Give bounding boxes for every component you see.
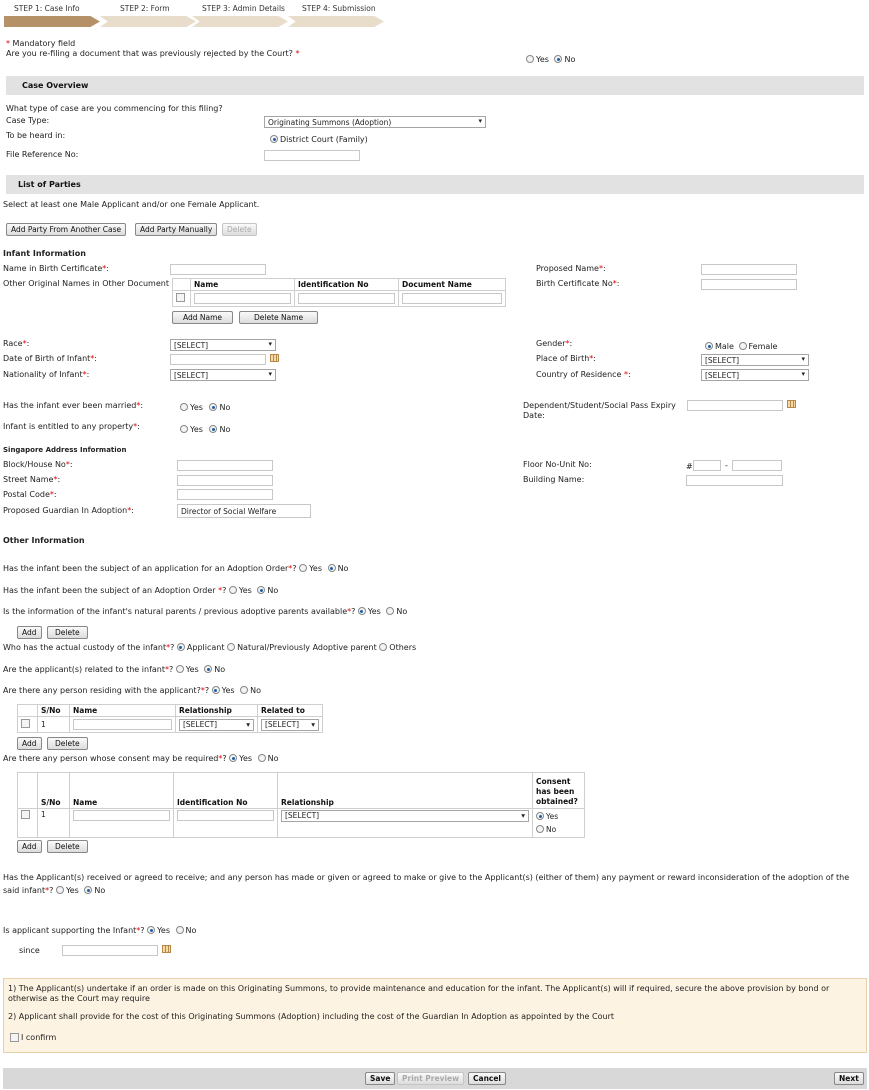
q3-no-radio[interactable]	[386, 607, 394, 615]
step-2	[100, 3, 196, 25]
file-ref-label: File Reference No:	[6, 150, 79, 159]
heard-in-radio-group: District Court (Family)	[270, 135, 368, 144]
list-of-parties-header: List of Parties	[6, 175, 864, 194]
unit-input[interactable]	[732, 460, 782, 471]
refiling-radios: Yes No	[526, 55, 575, 64]
case-type-label: Case Type:	[6, 116, 50, 125]
q6-no-radio[interactable]	[240, 686, 248, 694]
refiling-no-radio[interactable]	[554, 55, 562, 63]
consent-relationship-select[interactable]: [SELECT] ▾	[281, 810, 529, 822]
other-name-input[interactable]	[194, 293, 291, 304]
chevron-down-icon: ▾	[478, 117, 482, 125]
delete-name-button[interactable]: Delete Name	[239, 311, 318, 324]
q6-row: Are there any person residing with the applicant?*? Yes No	[3, 686, 261, 695]
custody-natural-radio[interactable]	[227, 643, 235, 651]
q2-no-radio[interactable]	[257, 586, 265, 594]
guardian-label: Proposed Guardian In Adoption*:	[3, 506, 134, 515]
floor-input[interactable]	[693, 460, 721, 471]
calendar-icon[interactable]	[162, 945, 171, 953]
save-button[interactable]: Save	[365, 1072, 395, 1085]
case-type-question: What type of case are you commencing for this filing?	[6, 104, 223, 113]
q8-line-2: said infant*? Yes No	[3, 886, 106, 895]
q2-yes-radio[interactable]	[229, 586, 237, 594]
step-4-label: STEP 4: Submission	[302, 4, 376, 13]
notice-p2: 2) Applicant shall provide for the cost of this Originating Summons (Adoption) including the cost of the Guardian In Adoption as appointed by the Court	[8, 1012, 614, 1021]
q6-yes-radio[interactable]	[212, 686, 220, 694]
col-doc: Document Name	[399, 279, 506, 291]
married-label: Has the infant ever been married*:	[3, 401, 144, 410]
guardian-input[interactable]: Director of Social Welfare	[177, 504, 311, 518]
consent-no-radio[interactable]	[536, 825, 544, 833]
chevron-down-icon: ▾	[268, 340, 272, 348]
consent-name-input[interactable]	[73, 810, 170, 821]
since-label: since	[19, 946, 40, 955]
birth-cert-no-label: Birth Certificate No*:	[536, 279, 620, 288]
place-of-birth-label: Place of Birth*:	[536, 354, 596, 363]
q5-row: Are the applicant(s) related to the infant*? Yes No	[3, 665, 226, 674]
other-names-table	[172, 278, 506, 307]
delete-party-button[interactable]: Delete	[222, 223, 257, 236]
nationality-select[interactable]: [SELECT] ▾	[170, 369, 276, 381]
confirm-label: I confirm	[21, 1033, 57, 1042]
notice-p1-line2: otherwise as the Court may require	[8, 994, 150, 1003]
table-row: 1 [SELECT] ▾ Yes No	[18, 809, 585, 838]
chevron-down-icon: ▾	[311, 719, 315, 729]
step-3	[192, 3, 288, 25]
q1-no-radio[interactable]	[328, 564, 336, 572]
heard-in-label: To be heard in:	[6, 131, 66, 140]
q9-row: Is applicant supporting the Infant*? Yes No	[3, 926, 197, 935]
step-2-label: STEP 2: Form	[120, 4, 170, 13]
consent-id-input[interactable]	[177, 810, 274, 821]
resident-name-input[interactable]	[73, 719, 172, 730]
q8-line-1: Has the Applicant(s) received or agreed to receive; and any person has made or given or agreed to make or give to the Applicant(s) (either of them) any payment or reward inconsideration of the adoption of the	[3, 873, 850, 882]
other-names-label: Other Original Names in Other Document	[3, 279, 169, 288]
property-label: Infant is entitled to any property*:	[3, 422, 140, 431]
q7-row: Are there any person whose consent may be required*? Yes No	[3, 754, 279, 763]
file-ref-input[interactable]	[264, 150, 360, 161]
print-preview-button[interactable]: Print Preview	[397, 1072, 464, 1085]
row-checkbox[interactable]	[21, 719, 30, 728]
footer-bar	[3, 1068, 867, 1089]
q5-no-radio[interactable]	[204, 665, 212, 673]
q5-yes-radio[interactable]	[176, 665, 184, 673]
birth-cert-no-input[interactable]	[701, 279, 797, 290]
q3-row: Is the information of the infant's natural parents / previous adoptive parents available*? Yes No	[3, 607, 408, 616]
proposed-name-label: Proposed Name*:	[536, 264, 606, 273]
chevron-down-icon: ▾	[246, 719, 250, 729]
table-row	[173, 291, 506, 307]
other-info-title: Other Information	[3, 536, 85, 545]
refiling-question: Are you re-filing a document that was previously rejected by the Court? *	[6, 49, 300, 58]
residing-persons-table: S/No Name Relationship Related to 1 [SELECT] ▾ [SELECT] ▾	[17, 704, 323, 733]
married-yes-radio[interactable]	[180, 403, 188, 411]
q8-no-radio[interactable]	[84, 886, 92, 894]
case-overview-header: Case Overview	[6, 76, 864, 95]
chevron-down-icon: ▾	[521, 811, 525, 820]
race-select[interactable]: [SELECT] ▾	[170, 339, 276, 351]
mandatory-note: * Mandatory field	[6, 39, 76, 48]
gender-label: Gender*:	[536, 339, 573, 348]
step-4	[288, 3, 384, 25]
col-id: Identification No	[295, 279, 399, 291]
other-id-input[interactable]	[298, 293, 395, 304]
chevron-down-icon: ▾	[268, 370, 272, 378]
case-type-select[interactable]: Originating Summons (Adoption) ▾	[264, 116, 486, 128]
row-checkbox[interactable]	[176, 293, 185, 302]
block-label: Block/House No*:	[3, 460, 73, 469]
q9-no-radio[interactable]	[176, 926, 184, 934]
custody-applicant-radio[interactable]	[177, 643, 185, 651]
street-input[interactable]	[177, 475, 273, 486]
nationality-label: Nationality of Infant*:	[3, 370, 90, 379]
calendar-icon[interactable]	[270, 354, 279, 362]
since-input[interactable]	[62, 945, 158, 956]
add-resident-button[interactable]: Add	[17, 737, 42, 750]
q4-row: Who has the actual custody of the infant*? Applicant Natural/Previously Adoptive parent Others	[3, 643, 417, 652]
add-consent-button[interactable]: Add	[17, 840, 42, 853]
consent-persons-table: S/No Name Identification No Relationship Consent has been obtained? 1 [SELECT] ▾ Yes No	[17, 772, 585, 838]
infant-info-title: Infant Information	[3, 249, 86, 258]
country-res-label: Country of Residence *:	[536, 370, 631, 379]
cancel-button[interactable]: Cancel	[468, 1072, 506, 1085]
pass-expiry-label: Dependent/Student/Social Pass Expiry	[523, 401, 676, 410]
add-parent-button[interactable]: Add	[17, 626, 42, 639]
notice-p1-line1: 1) The Applicant(s) undertake if an order is made on this Originating Summons, to provide maintenance and education for the infant. The Applicant(s) will if required, secure the above provision by bond or	[8, 984, 830, 993]
dash-sign: -	[725, 461, 728, 470]
block-input[interactable]	[177, 460, 273, 471]
custody-others-radio[interactable]	[379, 643, 387, 651]
relationship-select[interactable]: [SELECT] ▾	[179, 719, 254, 731]
country-res-select[interactable]: [SELECT] ▾	[701, 369, 809, 381]
add-party-from-case-button[interactable]: Add Party From Another Case	[6, 223, 126, 236]
married-radios: Yes No	[180, 403, 230, 412]
consent-yes-radio[interactable]	[536, 812, 544, 820]
parties-note: Select at least one Male Applicant and/or one Female Applicant.	[3, 200, 260, 209]
floor-unit-label: Floor No-Unit No:	[523, 460, 592, 469]
q3-yes-radio[interactable]	[358, 607, 366, 615]
table-row: 1 [SELECT] ▾ [SELECT] ▾	[18, 717, 323, 733]
q7-yes-radio[interactable]	[229, 754, 237, 762]
step-1-label: STEP 1: Case Info	[14, 4, 80, 13]
consent-col: Consent has been obtained?	[533, 773, 585, 809]
pass-expiry-label-2: Date:	[523, 411, 545, 420]
undertaking-notice	[3, 978, 867, 1053]
name-birth-cert-label: Name in Birth Certificate*:	[3, 264, 109, 273]
add-party-manually-button[interactable]: Add Party Manually	[135, 223, 217, 236]
chevron-down-icon: ▾	[801, 370, 805, 378]
place-of-birth-select[interactable]: [SELECT] ▾	[701, 354, 809, 366]
property-yes-radio[interactable]	[180, 425, 188, 433]
step-1	[4, 3, 100, 25]
postal-label: Postal Code*:	[3, 490, 57, 499]
street-label: Street Name*:	[3, 475, 61, 484]
postal-input[interactable]	[177, 489, 273, 500]
delete-resident-button[interactable]: Delete	[47, 737, 88, 750]
row-checkbox[interactable]	[21, 810, 30, 819]
property-radios: Yes No	[180, 425, 230, 434]
related-to-select[interactable]: [SELECT] ▾	[261, 719, 319, 731]
district-court-radio[interactable]	[270, 135, 278, 143]
property-no-radio[interactable]	[209, 425, 217, 433]
hash-sign: #	[686, 462, 693, 471]
q9-yes-radio[interactable]	[147, 926, 155, 934]
next-button[interactable]: Next	[834, 1072, 864, 1085]
col-name: Name	[191, 279, 295, 291]
pass-expiry-input[interactable]	[687, 400, 783, 411]
gender-radios: Male Female	[705, 342, 777, 351]
q1-yes-radio[interactable]	[299, 564, 307, 572]
refiling-yes-radio[interactable]	[526, 55, 534, 63]
building-input[interactable]	[686, 475, 783, 486]
name-birth-cert-input[interactable]	[170, 264, 266, 275]
confirm-checkbox[interactable]	[10, 1033, 19, 1042]
chevron-down-icon: ▾	[801, 355, 805, 363]
female-radio[interactable]	[739, 342, 747, 350]
calendar-icon[interactable]	[787, 400, 796, 408]
male-radio[interactable]	[705, 342, 713, 350]
q8-yes-radio[interactable]	[56, 886, 64, 894]
dob-label: Date of Birth of Infant*:	[3, 354, 97, 363]
delete-consent-button[interactable]: Delete	[47, 840, 88, 853]
q1-row: Has the infant been the subject of an application for an Adoption Order*? Yes No	[3, 564, 349, 573]
step-3-label: STEP 3: Admin Details	[202, 4, 285, 13]
dob-input[interactable]	[170, 354, 266, 365]
proposed-name-input[interactable]	[701, 264, 797, 275]
delete-parent-button[interactable]: Delete	[47, 626, 88, 639]
married-no-radio[interactable]	[209, 403, 217, 411]
add-name-button[interactable]: Add Name	[172, 311, 233, 324]
q7-no-radio[interactable]	[258, 754, 266, 762]
race-label: Race*:	[3, 339, 30, 348]
q2-row: Has the infant been the subject of an Adoption Order *? Yes No	[3, 586, 279, 595]
building-label: Building Name:	[523, 475, 585, 484]
address-title: Singapore Address Information	[3, 446, 127, 454]
other-doc-input[interactable]	[402, 293, 502, 304]
